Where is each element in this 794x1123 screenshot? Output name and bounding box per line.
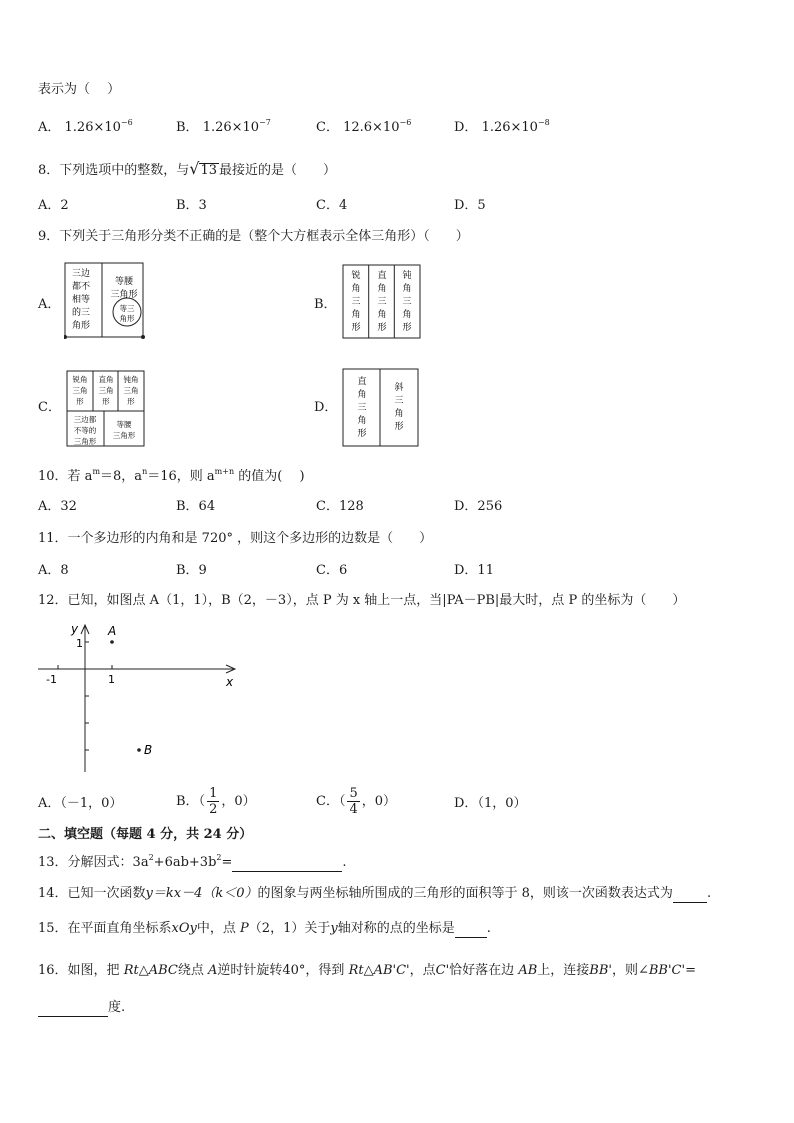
q8-option-a[interactable]: A．2 (38, 198, 69, 213)
q10-option-c[interactable]: C．128 (316, 499, 364, 514)
q9b-c3-5: 形 (402, 323, 412, 333)
q9a-left-line4: 的三 (71, 308, 91, 318)
q9-option-a[interactable]: A． (38, 297, 61, 312)
y-axis-label: y (71, 622, 79, 636)
q9c-isosceles-1: 等腰 (116, 420, 132, 429)
tick-label-x1: 1 (108, 673, 115, 686)
q16-answer-blank[interactable] (38, 1000, 108, 1017)
q9c-right-2: 三角 (98, 386, 114, 395)
q7-option-b[interactable]: B． $1.26\times 10^{-7}$ (176, 118, 271, 135)
q9b-c2-5: 形 (377, 323, 387, 333)
q9c-right-1: 直角 (98, 375, 114, 384)
q9d-c1-1: 直 (357, 377, 367, 387)
q9b-c1-2: 角 (351, 284, 361, 294)
q12b-fraction: $\frac{1}{2}$ (209, 786, 218, 817)
q9a-circle-line2: 角形 (119, 314, 135, 323)
q12-option-c[interactable]: C．（ $\frac{5}{4}$ ，0） (316, 786, 397, 817)
q9-option-c[interactable]: C． (38, 400, 61, 415)
q9c-obtuse-1: 钝角 (123, 375, 139, 384)
q9c-obtuse-3: 形 (127, 397, 135, 406)
q7-stem-tail: 表示为（ ） (38, 82, 121, 97)
q12c-fraction: $\frac{5}{4}$ (349, 786, 358, 817)
q16-stem-line2: 度. (38, 1000, 125, 1017)
q9d-c1-3: 三 (357, 403, 367, 413)
q13-answer-blank[interactable] (232, 855, 342, 872)
q9c-acute-2: 三角 (72, 386, 88, 395)
q9c-right-3: 形 (102, 397, 110, 406)
q9a-left-line2: 都不 (71, 282, 91, 292)
q9c-acute-3: 形 (76, 397, 84, 406)
q8-option-b[interactable]: B．3 (176, 198, 207, 213)
q7-option-d[interactable]: D． $1.26\times 10^{-8}$ (454, 118, 550, 135)
q9d-c2-1: 斜 (394, 383, 404, 393)
q9c-obtuse-2: 三角 (123, 386, 139, 395)
q14-answer-blank[interactable] (673, 886, 707, 903)
q9b-c3-1: 钝 (402, 271, 412, 281)
q15-answer-blank[interactable] (455, 921, 487, 938)
q9b-c2-1: 直 (377, 271, 387, 281)
q7-option-a[interactable]: A． $1.26\times 10^{-6}$ (38, 118, 133, 135)
sqrt-icon: √ (189, 159, 200, 178)
q10-stem: 10．若 $a^m=8$，$a^n=16$，则 $a^{m+n}$ 的值为( ) (38, 467, 305, 484)
q8-option-c[interactable]: C．4 (316, 198, 348, 213)
q14-stem: 14．已知一次函数y＝kx－4（k＜0）的图象与两坐标轴所围成的三角形的面积等于 8，则该一次函数表达式为 . (38, 886, 712, 901)
q9c-isosceles-2: 三角形 (112, 431, 136, 440)
q9c-scalene-1: 三边都 (73, 415, 97, 424)
q12-option-b[interactable]: B．（ $\frac{1}{2}$ ，0） (176, 786, 256, 817)
q8-option-d[interactable]: D．5 (454, 198, 486, 213)
q9b-c2-2: 角 (377, 284, 387, 294)
q11-option-d[interactable]: D．11 (454, 563, 494, 578)
q9d-c2-2: 三 (394, 396, 404, 406)
x-axis-label: x (226, 675, 234, 689)
section-title-fill-in: 二、填空题（每题 4 分，共 24 分） (38, 827, 253, 842)
q9a-left-line1: 三边 (71, 269, 91, 279)
q12-option-a[interactable]: A．（－1，0） (38, 796, 123, 811)
q10-option-d[interactable]: D．256 (454, 499, 503, 514)
q9d-c1-2: 角 (357, 390, 367, 400)
q9b-c2-4: 角 (377, 310, 387, 320)
q9-diagram-d (342, 368, 420, 448)
q9b-c1-1: 锐 (351, 271, 361, 281)
q9-option-d[interactable]: D． (314, 400, 338, 415)
q9b-c2-3: 三 (377, 297, 387, 307)
q9-diagram-c (66, 370, 146, 448)
q9a-left-line5: 角形 (71, 321, 91, 331)
q16-stem-line1: 16．如图，把 Rt△ABC绕点 A逆时针旋转40°，得到 Rt△AB'C'，点C'恰好落在边 AB上，连接BB'，则∠BB'C'= (38, 963, 696, 978)
point-b (137, 748, 141, 752)
q11-stem: 11．一个多边形的内角和是 720° ，则这个多边形的边数是（ ） (38, 531, 433, 546)
point-a (110, 640, 114, 644)
q15-stem: 15．在平面直角坐标系xOy中，点 P（2，1）关于y轴对称的点的坐标是 . (38, 921, 491, 936)
q9d-c2-3: 角 (394, 409, 404, 419)
q9a-left-line3: 相等 (71, 295, 91, 305)
q8-radicand: 13 (200, 163, 218, 178)
q8-stem: 8．下列选项中的整数，与√13 最接近的是（ ） (38, 159, 337, 178)
tick-label-xm1: -1 (46, 673, 57, 686)
q9c-scalene-2: 不等的 (73, 426, 97, 435)
q9-diagram-a (64, 262, 148, 340)
q9-stem: 9．下列关于三角形分类不正确的是（整个大方框表示全体三角形）（ ） (38, 229, 469, 244)
q9-option-b[interactable]: B． (314, 297, 337, 312)
q9c-scalene-3: 三角形 (73, 437, 97, 446)
point-a-label: A (108, 624, 117, 638)
q9d-c1-5: 形 (357, 429, 367, 439)
q9-diagram-b (342, 264, 422, 340)
q9a-isosceles-line2: 三角形 (110, 290, 138, 300)
point-b-label: B (144, 743, 153, 757)
q10-option-b[interactable]: B．64 (176, 499, 216, 514)
q9a-circle-line1: 等三 (119, 304, 135, 313)
q9b-c3-4: 角 (402, 310, 412, 320)
q11-option-b[interactable]: B．9 (176, 563, 207, 578)
q9c-acute-1: 锐角 (72, 375, 88, 384)
q9d-c2-4: 形 (394, 422, 404, 432)
q9b-c3-2: 角 (402, 284, 412, 294)
q12-coordinate-graph (36, 620, 246, 776)
tick-label-y1: 1 (76, 637, 83, 650)
q7-option-c[interactable]: C． $12.6\times 10^{-6}$ (316, 118, 412, 135)
q9a-isosceles-line1: 等腰 (114, 277, 134, 287)
q9b-c1-3: 三 (351, 297, 361, 307)
q12-stem: 12．已知，如图点 A（1，1），B（2，－3），点 P 为 x 轴上一点，当|PA－PB|最大时，点 P 的坐标为（ ） (38, 593, 686, 608)
q10-option-a[interactable]: A．32 (38, 499, 77, 514)
q11-option-c[interactable]: C．6 (316, 563, 348, 578)
q13-stem: 13．分解因式：$3a^2+6ab+3b^2=$ . (38, 853, 347, 870)
q12-option-d[interactable]: D．（1，0） (454, 796, 527, 811)
q9b-c3-3: 三 (402, 297, 412, 307)
q9d-c1-4: 角 (357, 416, 367, 426)
q9b-c1-5: 形 (351, 323, 361, 333)
q9b-c1-4: 角 (351, 310, 361, 320)
q11-option-a[interactable]: A．8 (38, 563, 69, 578)
